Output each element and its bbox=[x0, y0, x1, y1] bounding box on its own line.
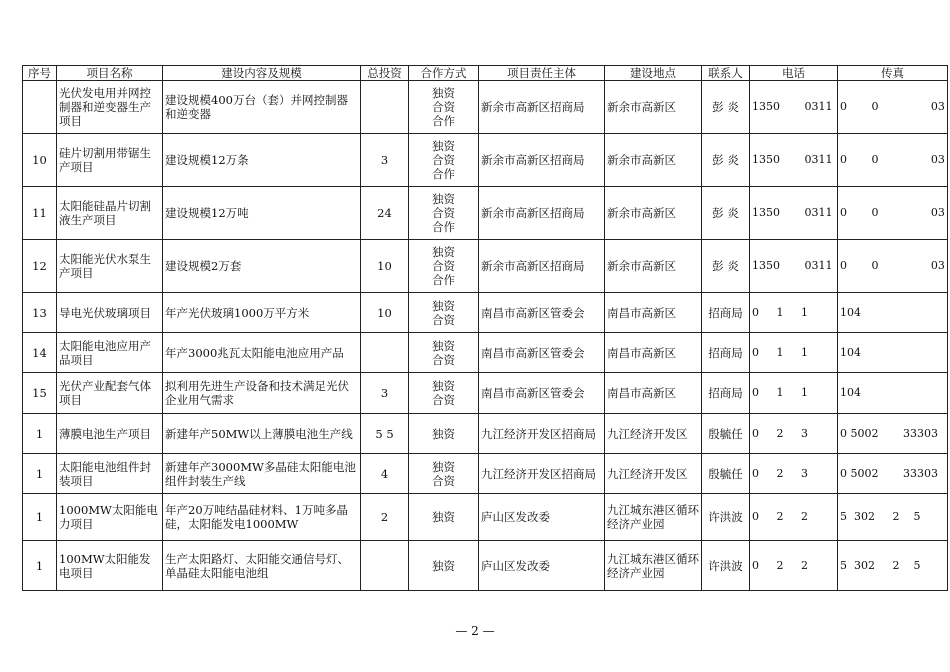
cell-fax: 104 bbox=[838, 293, 948, 333]
cell-no: 10 bbox=[23, 134, 57, 187]
cell-name: 光伏产业配套气体项目 bbox=[57, 373, 163, 414]
cell-fax: 104 bbox=[838, 333, 948, 373]
page-number: — 2 — bbox=[455, 624, 495, 638]
cell-phone: 0 2 2 bbox=[750, 541, 838, 591]
cell-invest: 3 bbox=[361, 373, 409, 414]
header-name: 项目名称 bbox=[57, 66, 163, 81]
cell-location: 九江经济开发区 bbox=[605, 414, 702, 454]
cell-name: 导电光伏玻璃项目 bbox=[57, 293, 163, 333]
cell-subject: 庐山区发改委 bbox=[479, 541, 605, 591]
cell-coop: 独资 bbox=[409, 414, 479, 454]
cell-contact: 彭 炎 bbox=[702, 81, 750, 134]
cell-location: 九江城东港区循环经济产业园 bbox=[605, 494, 702, 541]
cell-subject: 南昌市高新区管委会 bbox=[479, 293, 605, 333]
cell-subject: 新余市高新区招商局 bbox=[479, 134, 605, 187]
table-row bbox=[23, 293, 948, 333]
cell-no: 13 bbox=[23, 293, 57, 333]
cell-location: 南昌市高新区 bbox=[605, 293, 702, 333]
cell-location: 南昌市高新区 bbox=[605, 333, 702, 373]
cell-subject: 九江经济开发区招商局 bbox=[479, 414, 605, 454]
cell-content: 新建年产50MW以上薄膜电池生产线 bbox=[163, 414, 361, 454]
cell-phone: 0 1 1 bbox=[750, 293, 838, 333]
cell-location: 新余市高新区 bbox=[605, 187, 702, 240]
project-table-container bbox=[22, 65, 948, 591]
header-no: 序号 bbox=[23, 66, 57, 81]
cell-location: 南昌市高新区 bbox=[605, 373, 702, 414]
cell-subject: 新余市高新区招商局 bbox=[479, 187, 605, 240]
cell-invest: 10 bbox=[361, 240, 409, 293]
cell-coop: 独资 合资 合作 bbox=[409, 134, 479, 187]
table-row bbox=[23, 81, 948, 134]
cell-content: 年产光伏玻璃1000万平方米 bbox=[163, 293, 361, 333]
cell-fax: 0 5002 33303 bbox=[838, 454, 948, 494]
cell-content: 年产3000兆瓦太阳能电池应用产品 bbox=[163, 333, 361, 373]
cell-content: 拟利用先进生产设备和技术满足光伏企业用气需求 bbox=[163, 373, 361, 414]
cell-no bbox=[23, 81, 57, 134]
cell-no: 11 bbox=[23, 187, 57, 240]
cell-content: 建设规模400万台（套）并网控制器和逆变器 bbox=[163, 81, 361, 134]
cell-invest bbox=[361, 81, 409, 134]
cell-phone: 1350 0311 bbox=[750, 81, 838, 134]
cell-content: 生产太阳路灯、太阳能交通信号灯、单晶硅太阳能电池组 bbox=[163, 541, 361, 591]
cell-invest: 10 bbox=[361, 293, 409, 333]
table-row bbox=[23, 373, 948, 414]
cell-coop: 独资 bbox=[409, 541, 479, 591]
cell-invest bbox=[361, 333, 409, 373]
cell-coop: 独资 bbox=[409, 494, 479, 541]
cell-invest: 4 bbox=[361, 454, 409, 494]
cell-coop: 独资 合资 bbox=[409, 333, 479, 373]
cell-location: 新余市高新区 bbox=[605, 134, 702, 187]
cell-invest: 5 5 bbox=[361, 414, 409, 454]
cell-coop: 独资 合资 合作 bbox=[409, 81, 479, 134]
cell-name: 薄膜电池生产项目 bbox=[57, 414, 163, 454]
cell-name: 硅片切割用带锯生产项目 bbox=[57, 134, 163, 187]
cell-no: 14 bbox=[23, 333, 57, 373]
cell-location: 新余市高新区 bbox=[605, 81, 702, 134]
cell-contact: 殷毓任 bbox=[702, 454, 750, 494]
cell-subject: 庐山区发改委 bbox=[479, 494, 605, 541]
cell-invest: 2 bbox=[361, 494, 409, 541]
cell-fax: 0 0 03 bbox=[838, 240, 948, 293]
cell-fax: 0 5002 33303 bbox=[838, 414, 948, 454]
cell-contact: 彭 炎 bbox=[702, 134, 750, 187]
cell-name: 太阳能硅晶片切割液生产项目 bbox=[57, 187, 163, 240]
header-location: 建设地点 bbox=[605, 66, 702, 81]
table-body bbox=[23, 81, 948, 591]
cell-subject: 南昌市高新区管委会 bbox=[479, 333, 605, 373]
cell-phone: 0 1 1 bbox=[750, 373, 838, 414]
cell-invest: 3 bbox=[361, 134, 409, 187]
table-row bbox=[23, 454, 948, 494]
cell-contact: 许洪波 bbox=[702, 494, 750, 541]
cell-contact: 殷毓任 bbox=[702, 414, 750, 454]
cell-fax: 5 302 2 5 bbox=[838, 494, 948, 541]
cell-name: 太阳能光伏水泵生产项目 bbox=[57, 240, 163, 293]
project-table bbox=[22, 65, 948, 591]
cell-subject: 新余市高新区招商局 bbox=[479, 240, 605, 293]
cell-content: 新建年产3000MW多晶硅太阳能电池组件封装生产线 bbox=[163, 454, 361, 494]
table-row bbox=[23, 414, 948, 454]
cell-coop: 独资 合资 bbox=[409, 373, 479, 414]
cell-invest bbox=[361, 541, 409, 591]
cell-contact: 招商局 bbox=[702, 293, 750, 333]
cell-fax: 0 0 03 bbox=[838, 187, 948, 240]
cell-invest: 24 bbox=[361, 187, 409, 240]
cell-location: 九江城东港区循环经济产业园 bbox=[605, 541, 702, 591]
cell-fax: 5 302 2 5 bbox=[838, 541, 948, 591]
cell-contact: 招商局 bbox=[702, 333, 750, 373]
cell-phone: 1350 0311 bbox=[750, 134, 838, 187]
cell-phone: 1350 0311 bbox=[750, 187, 838, 240]
cell-contact: 招商局 bbox=[702, 373, 750, 414]
cell-coop: 独资 合资 合作 bbox=[409, 240, 479, 293]
table-row bbox=[23, 240, 948, 293]
cell-no: 15 bbox=[23, 373, 57, 414]
cell-coop: 独资 合资 合作 bbox=[409, 187, 479, 240]
cell-name: 太阳能电池应用产品项目 bbox=[57, 333, 163, 373]
header-contact: 联系人 bbox=[702, 66, 750, 81]
cell-phone: 0 2 3 bbox=[750, 454, 838, 494]
cell-subject: 新余市高新区招商局 bbox=[479, 81, 605, 134]
header-subject: 项目责任主体 bbox=[479, 66, 605, 81]
table-row bbox=[23, 187, 948, 240]
cell-contact: 彭 炎 bbox=[702, 187, 750, 240]
cell-location: 新余市高新区 bbox=[605, 240, 702, 293]
cell-name: 1000MW太阳能电力项目 bbox=[57, 494, 163, 541]
header-coop: 合作方式 bbox=[409, 66, 479, 81]
cell-content: 建设规模12万吨 bbox=[163, 187, 361, 240]
table-row bbox=[23, 333, 948, 373]
cell-no: 1 bbox=[23, 541, 57, 591]
cell-fax: 0 0 03 bbox=[838, 134, 948, 187]
header-content: 建设内容及规模 bbox=[163, 66, 361, 81]
cell-content: 年产20万吨结晶硅材料、1万吨多晶硅，太阳能发电1000MW bbox=[163, 494, 361, 541]
cell-contact: 许洪波 bbox=[702, 541, 750, 591]
cell-no: 1 bbox=[23, 494, 57, 541]
table-row bbox=[23, 541, 948, 591]
cell-phone: 0 1 1 bbox=[750, 333, 838, 373]
cell-phone: 1350 0311 bbox=[750, 240, 838, 293]
cell-content: 建设规模12万条 bbox=[163, 134, 361, 187]
cell-name: 100MW太阳能发电项目 bbox=[57, 541, 163, 591]
header-fax: 传真 bbox=[838, 66, 948, 81]
cell-name: 光伏发电用并网控制器和逆变器生产项目 bbox=[57, 81, 163, 134]
cell-contact: 彭 炎 bbox=[702, 240, 750, 293]
header-phone: 电话 bbox=[750, 66, 838, 81]
cell-no: 12 bbox=[23, 240, 57, 293]
cell-coop: 独资 合资 bbox=[409, 293, 479, 333]
cell-name: 太阳能电池组件封装项目 bbox=[57, 454, 163, 494]
cell-fax: 104 bbox=[838, 373, 948, 414]
cell-no: 1 bbox=[23, 454, 57, 494]
header-invest: 总投资 bbox=[361, 66, 409, 81]
cell-phone: 0 2 2 bbox=[750, 494, 838, 541]
cell-coop: 独资 合资 bbox=[409, 454, 479, 494]
table-row bbox=[23, 134, 948, 187]
cell-subject: 南昌市高新区管委会 bbox=[479, 373, 605, 414]
cell-content: 建设规模2万套 bbox=[163, 240, 361, 293]
cell-subject: 九江经济开发区招商局 bbox=[479, 454, 605, 494]
cell-fax: 0 0 03 bbox=[838, 81, 948, 134]
table-row bbox=[23, 494, 948, 541]
cell-no: 1 bbox=[23, 414, 57, 454]
table-header-row bbox=[23, 66, 948, 81]
cell-phone: 0 2 3 bbox=[750, 414, 838, 454]
cell-location: 九江经济开发区 bbox=[605, 454, 702, 494]
